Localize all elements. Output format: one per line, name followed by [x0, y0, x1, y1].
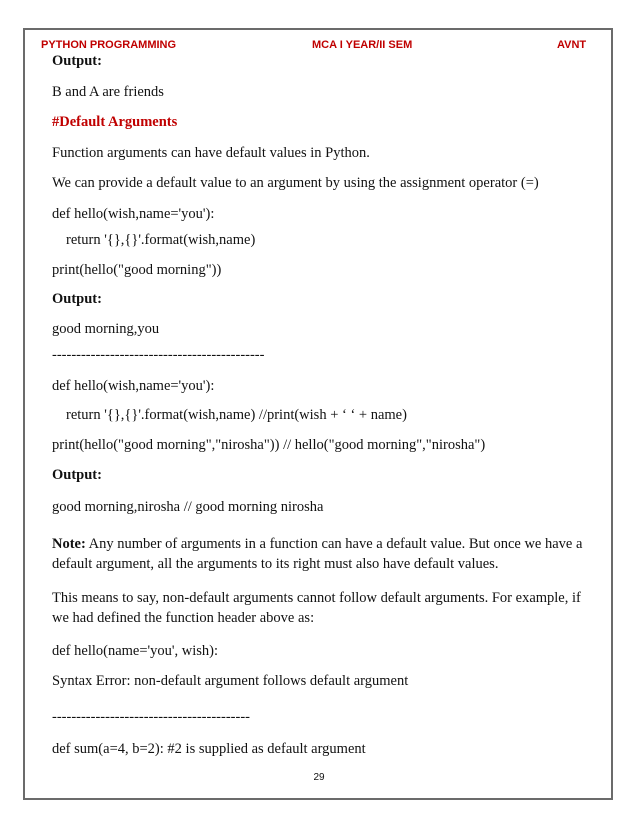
code-line: def sum(a=4, b=2): #2 is supplied as default argument [52, 741, 366, 757]
header-author: AVNT [557, 39, 587, 51]
header-class: MCA I YEAR/II SEM [312, 39, 413, 51]
section-title: #Default Arguments [52, 114, 178, 130]
code-line: return '{},{}'.format(wish,name) [66, 232, 256, 248]
note-paragraph [52, 534, 600, 574]
output-label: Output: [52, 53, 102, 69]
intro-paragraph: Function arguments can have default values in Python. [52, 145, 370, 161]
output-text: B and A are friends [52, 84, 164, 100]
code-line: def hello(wish,name='you'): [52, 206, 215, 222]
error-text: Syntax Error: non-default argument follows default argument [52, 673, 409, 689]
code-line: def hello(name='you', wish): [52, 643, 219, 659]
output-label: Output: [52, 291, 102, 307]
note-label: Note: [52, 536, 86, 552]
note-text: Any number of arguments in a function can have a default value. But once we have a default argument, all the arguments to its right must also have default values. [52, 536, 583, 572]
separator: -------------------------------------------- [52, 347, 265, 363]
code-line: print(hello("good morning")) [52, 262, 222, 278]
output-text: good morning,you [52, 321, 160, 337]
body-paragraph: This means to say, non-default arguments cannot follow default arguments. For example, if we had defined the function header above as: [52, 590, 581, 626]
header-subject: PYTHON PROGRAMMING [41, 39, 177, 51]
code-line: return '{},{}'.format(wish,name) //print(wish + ‘ ‘ + name) [66, 407, 407, 423]
separator: ----------------------------------------- [52, 709, 250, 725]
intro-paragraph: We can provide a default value to an argument by using the assignment operator (=) [52, 175, 539, 191]
output-text: good morning,nirosha // good morning nirosha [52, 499, 324, 515]
code-line: def hello(wish,name='you'): [52, 378, 215, 394]
output-label: Output: [52, 467, 102, 483]
page-number: 29 [313, 772, 325, 783]
code-line: print(hello("good morning","nirosha")) // hello("good morning","nirosha") [52, 437, 486, 453]
